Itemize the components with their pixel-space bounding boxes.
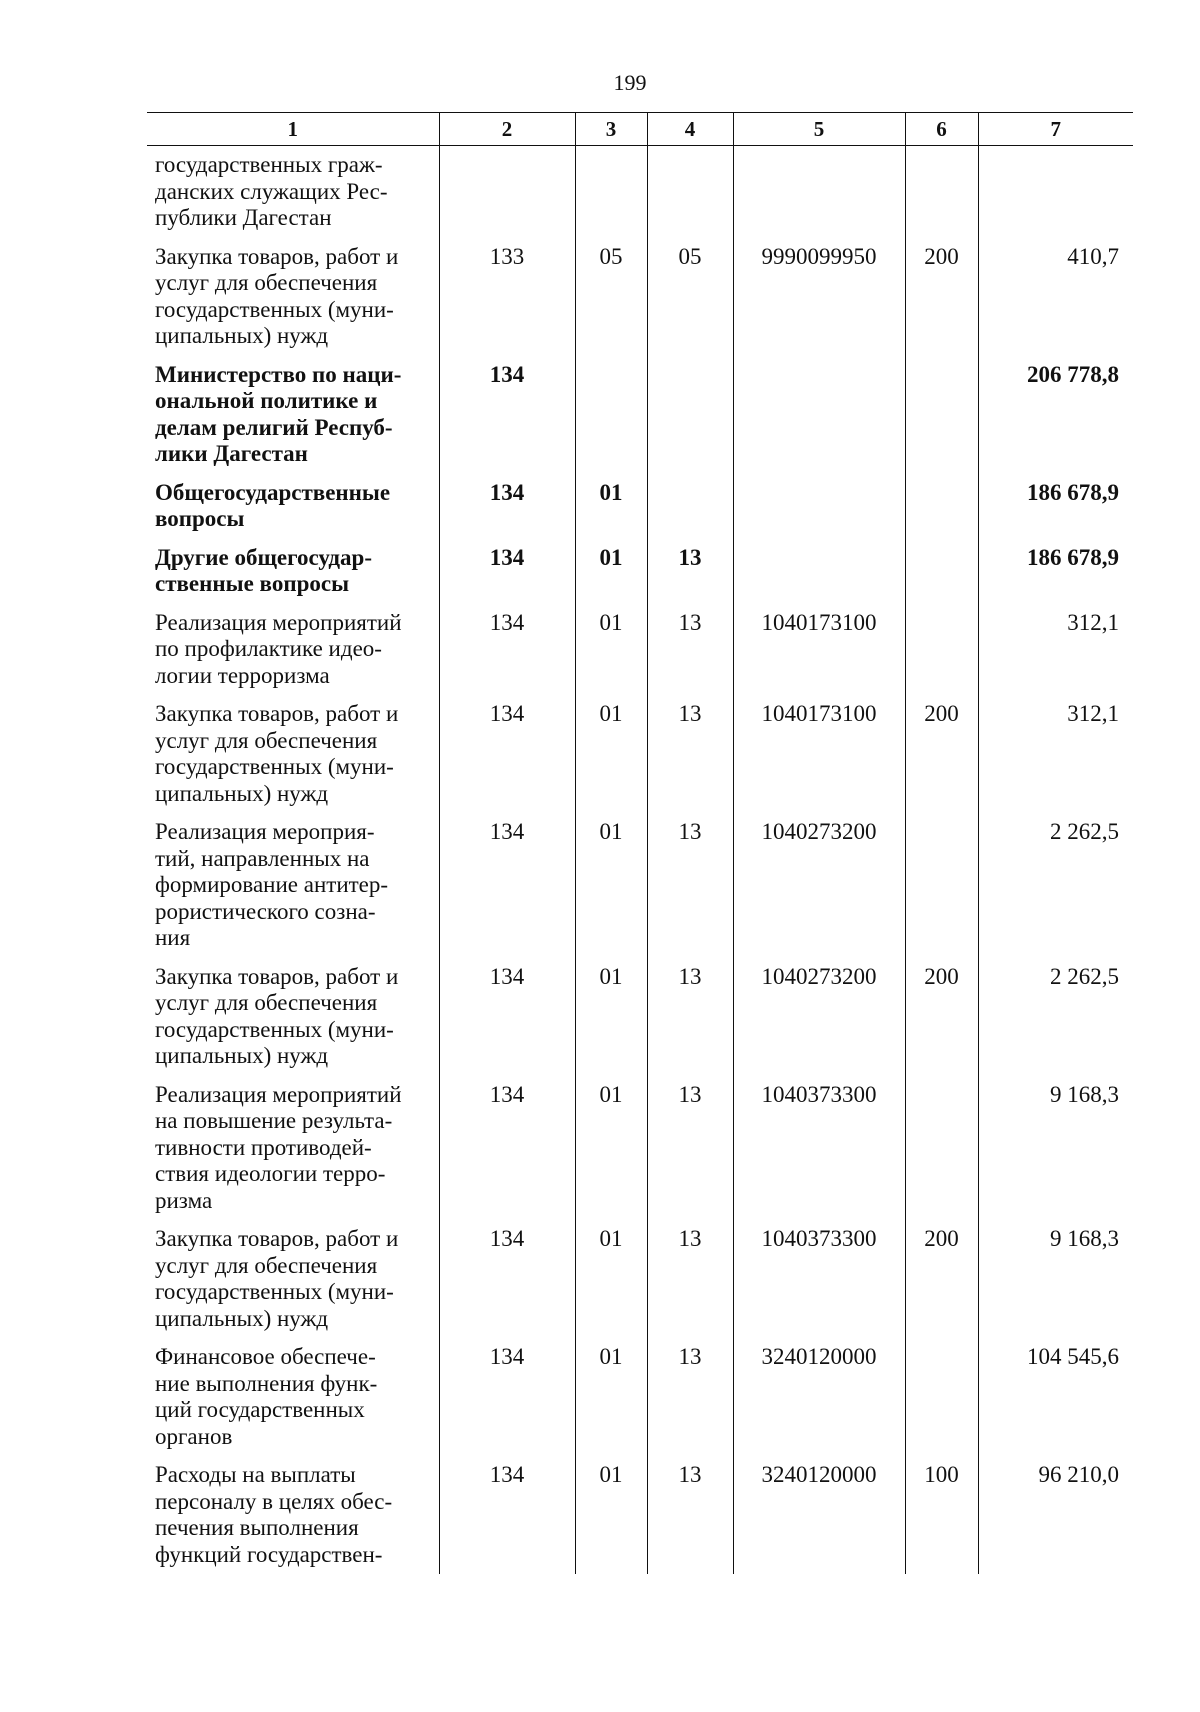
row-name-line: печения выполнения [155, 1515, 359, 1540]
row-name-line: ципальных) нужд [155, 323, 329, 348]
budget-table [147, 112, 1133, 1574]
section-cell: 01 [575, 545, 647, 610]
section-cell: 01 [575, 1082, 647, 1227]
row-name-line: делам религий Респуб- [155, 414, 393, 440]
header-col-6: 6 [905, 113, 978, 146]
row-name-line: на повышение результа- [155, 1108, 393, 1133]
subsection-cell: 13 [647, 964, 733, 1082]
target-article-cell [733, 362, 905, 480]
header-col-1: 1 [147, 113, 439, 146]
table-body [147, 146, 1133, 1575]
row-name-line: государственных (муни- [155, 1279, 394, 1304]
row-name-cell [147, 362, 439, 480]
subsection-cell: 13 [647, 1462, 733, 1574]
section-cell [575, 362, 647, 480]
row-name-cell [147, 819, 439, 964]
row-name-line: услуг для обеспечения [155, 727, 378, 753]
target-article-cell: 1040273200 [733, 819, 905, 964]
row-name-line: ствия идеологии терро- [155, 1161, 386, 1186]
row-name-line: Реализация мероприя- [155, 819, 375, 844]
table-row [147, 610, 1133, 702]
header-row [147, 113, 1133, 146]
table-row [147, 244, 1133, 362]
section-cell: 01 [575, 1226, 647, 1344]
expense-type-cell [905, 1344, 978, 1462]
table-row [147, 480, 1133, 545]
row-name-line: Закупка товаров, работ и [155, 243, 399, 269]
table-row [147, 1344, 1133, 1462]
header-col-4: 4 [647, 113, 733, 146]
row-name-line: Реализация мероприятий [155, 1081, 402, 1107]
subsection-cell: 13 [647, 701, 733, 819]
amount-cell: 96 210,0 [978, 1462, 1133, 1574]
amount-cell: 410,7 [978, 244, 1133, 362]
target-article-cell: 1040373300 [733, 1226, 905, 1344]
row-name-line: данских служащих Рес- [155, 178, 388, 204]
target-article-cell: 3240120000 [733, 1462, 905, 1574]
header-col-7: 7 [978, 113, 1133, 146]
amount-cell: 2 262,5 [978, 964, 1133, 1082]
row-name-line: ций государственных [155, 1397, 365, 1422]
amount-cell [978, 152, 1133, 244]
amount-cell: 312,1 [978, 701, 1133, 819]
target-article-cell: 1040173100 [733, 610, 905, 702]
row-name-line: Общегосударственные [155, 479, 391, 505]
row-name-cell [147, 964, 439, 1082]
row-name-line: ние выполнения функ- [155, 1370, 378, 1396]
table-row [147, 1226, 1133, 1344]
section-cell [575, 152, 647, 244]
subsection-cell [647, 362, 733, 480]
row-name-line: функций государствен- [155, 1541, 383, 1567]
target-article-cell: 9990099950 [733, 244, 905, 362]
row-name-cell [147, 152, 439, 244]
row-name-line: услуг для обеспечения [155, 990, 378, 1015]
ministry-code-cell [439, 152, 575, 244]
row-name-line: органов [155, 1423, 233, 1449]
row-name-cell [147, 701, 439, 819]
table-row [147, 1462, 1133, 1574]
subsection-cell: 13 [647, 1344, 733, 1462]
row-name-line: ональной политике и [155, 388, 378, 413]
row-name-cell [147, 1082, 439, 1227]
section-cell: 05 [575, 244, 647, 362]
ministry-code-cell: 134 [439, 610, 575, 702]
section-cell: 01 [575, 1344, 647, 1462]
row-name-line: ния [155, 925, 191, 950]
ministry-code-cell: 134 [439, 1462, 575, 1574]
row-name-cell [147, 1344, 439, 1462]
budget-table-container [147, 112, 1133, 1574]
page-number: 199 [613, 70, 647, 95]
table-row [147, 819, 1133, 964]
row-name-line: тивности противодей- [155, 1134, 372, 1160]
expense-type-cell [905, 480, 978, 545]
row-name-line: услуг для обеспечения [155, 270, 378, 295]
target-article-cell [733, 545, 905, 610]
expense-type-cell [905, 819, 978, 964]
expense-type-cell: 100 [905, 1462, 978, 1574]
target-article-cell [733, 480, 905, 545]
row-name-line: ризма [155, 1187, 213, 1213]
section-cell: 01 [575, 480, 647, 545]
amount-cell: 186 678,9 [978, 480, 1133, 545]
row-name-line: вопросы [155, 506, 245, 531]
row-name-line: Закупка товаров, работ и [155, 1226, 399, 1251]
row-name-line: персоналу в целях обес- [155, 1488, 393, 1514]
row-name-line: рористического созна- [155, 898, 376, 924]
row-name-line: государственных (муни- [155, 1016, 394, 1042]
subsection-cell: 13 [647, 1226, 733, 1344]
amount-cell: 104 545,6 [978, 1344, 1133, 1462]
ministry-code-cell: 134 [439, 362, 575, 480]
row-name-line: Реализация мероприятий [155, 609, 402, 635]
section-cell: 01 [575, 1462, 647, 1574]
row-name-line: публики Дагестан [155, 205, 332, 230]
row-name-line: государственных (муни- [155, 296, 394, 322]
amount-cell: 9 168,3 [978, 1082, 1133, 1227]
expense-type-cell [905, 362, 978, 480]
ministry-code-cell: 134 [439, 819, 575, 964]
header-col-5: 5 [733, 113, 905, 146]
table-row [147, 362, 1133, 480]
table-row [147, 1082, 1133, 1227]
subsection-cell [647, 152, 733, 244]
header-col-2: 2 [439, 113, 575, 146]
amount-cell: 206 778,8 [978, 362, 1133, 480]
row-name-line: ципальных) нужд [155, 780, 329, 806]
row-name-line: Министерство по наци- [155, 361, 402, 387]
row-name-line: логии терроризма [155, 662, 330, 688]
row-name-line: государственных граж- [155, 152, 383, 177]
row-name-line: ственные вопросы [155, 571, 350, 596]
expense-type-cell: 200 [905, 701, 978, 819]
row-name-line: лики Дагестан [155, 441, 308, 466]
ministry-code-cell: 134 [439, 964, 575, 1082]
subsection-cell: 13 [647, 545, 733, 610]
row-name-line: Другие общегосудар- [155, 544, 373, 570]
row-name-line: Закупка товаров, работ и [155, 963, 399, 989]
row-name-cell [147, 1226, 439, 1344]
header-col-3: 3 [575, 113, 647, 146]
section-cell: 01 [575, 964, 647, 1082]
ministry-code-cell: 134 [439, 701, 575, 819]
section-cell: 01 [575, 701, 647, 819]
expense-type-cell [905, 152, 978, 244]
subsection-cell: 13 [647, 610, 733, 702]
table-row [147, 701, 1133, 819]
target-article-cell [733, 152, 905, 244]
section-cell: 01 [575, 610, 647, 702]
expense-type-cell: 200 [905, 244, 978, 362]
target-article-cell: 1040273200 [733, 964, 905, 1082]
table-row [147, 152, 1133, 244]
amount-cell: 9 168,3 [978, 1226, 1133, 1344]
expense-type-cell [905, 610, 978, 702]
ministry-code-cell: 134 [439, 545, 575, 610]
row-name-line: Закупка товаров, работ и [155, 701, 399, 726]
row-name-cell [147, 244, 439, 362]
target-article-cell: 3240120000 [733, 1344, 905, 1462]
ministry-code-cell: 134 [439, 1344, 575, 1462]
ministry-code-cell: 134 [439, 480, 575, 545]
row-name-cell [147, 545, 439, 610]
row-name-line: государственных (муни- [155, 754, 394, 779]
row-name-line: ципальных) нужд [155, 1043, 329, 1068]
row-name-line: Финансовое обеспече- [155, 1344, 376, 1369]
row-name-line: ципальных) нужд [155, 1305, 329, 1331]
subsection-cell: 05 [647, 244, 733, 362]
table-row [147, 964, 1133, 1082]
amount-cell: 2 262,5 [978, 819, 1133, 964]
ministry-code-cell: 133 [439, 244, 575, 362]
subsection-cell: 13 [647, 819, 733, 964]
row-name-line: формирование антитер- [155, 872, 389, 897]
row-name-line: Расходы на выплаты [155, 1462, 356, 1487]
expense-type-cell: 200 [905, 964, 978, 1082]
row-name-cell [147, 610, 439, 702]
expense-type-cell [905, 545, 978, 610]
target-article-cell: 1040173100 [733, 701, 905, 819]
amount-cell: 186 678,9 [978, 545, 1133, 610]
target-article-cell: 1040373300 [733, 1082, 905, 1227]
expense-type-cell: 200 [905, 1226, 978, 1344]
ministry-code-cell: 134 [439, 1226, 575, 1344]
row-name-line: тий, направленных на [155, 845, 370, 871]
subsection-cell: 13 [647, 1082, 733, 1227]
table-row [147, 545, 1133, 610]
expense-type-cell [905, 1082, 978, 1227]
row-name-line: по профилактике идео- [155, 636, 382, 661]
section-cell: 01 [575, 819, 647, 964]
row-name-line: услуг для обеспечения [155, 1252, 378, 1278]
ministry-code-cell: 134 [439, 1082, 575, 1227]
row-name-cell [147, 1462, 439, 1574]
amount-cell: 312,1 [978, 610, 1133, 702]
row-name-cell [147, 480, 439, 545]
subsection-cell [647, 480, 733, 545]
